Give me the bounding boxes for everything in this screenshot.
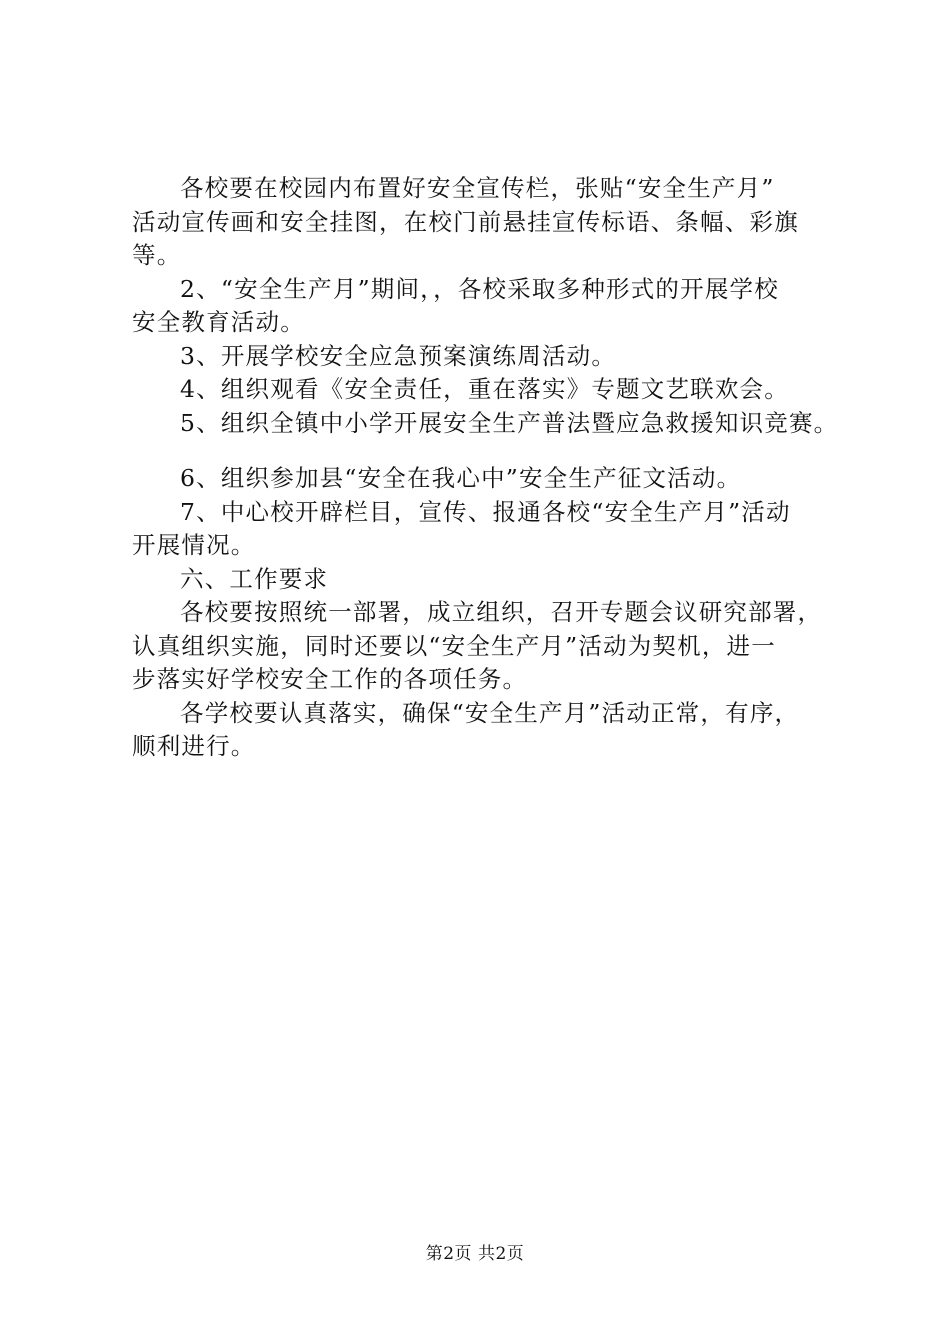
paragraph-line: 6、组织参加县“安全在我心中”安全生产征文活动。 (180, 464, 742, 492)
paragraph-line: 安全教育活动。 (132, 308, 305, 336)
paragraph-line: 4、组织观看《安全责任，重在落实》专题文艺联欢会。 (180, 375, 789, 403)
paragraph-gap (132, 440, 852, 462)
paragraph-line: 顺利进行。 (132, 732, 256, 760)
paragraph-line: 各校要按照统一部署，成立组织，召开专题会议研究部署， (180, 598, 823, 626)
paragraph-line: 5、组织全镇中小学开展安全生产普法暨应急救援知识竞赛。 (180, 408, 839, 437)
page-number-footer: 第2页 共2页 (425, 1244, 525, 1264)
paragraph-line: 7、中心校开辟栏目，宣传、报通各校“安全生产月”活动 (180, 497, 791, 526)
paragraph-line: 3、开展学校安全应急预案演练周活动。 (180, 341, 617, 370)
paragraph-line: 活动宣传画和安全挂图，在校门前悬挂宣传标语、条幅、彩旗 (132, 207, 799, 236)
paragraph-line: 等。 (132, 241, 182, 269)
document-body (132, 172, 852, 764)
paragraph-line: 各校要在校园内布置好安全宣传栏，张贴“安全生产月” (180, 174, 775, 202)
paragraph-line: 步落实好学校安全工作的各项任务。 (132, 665, 528, 693)
paragraph-line: 各学校要认真落实，确保“安全生产月”活动正常，有序， (180, 698, 800, 727)
paragraph-line: 认真组织实施，同时还要以“安全生产月”活动为契机，进一 (132, 631, 776, 660)
paragraph-line: 开展情况。 (132, 531, 256, 559)
paragraph-line: 2、“安全生产月”期间，，各校采取多种形式的开展学校 (180, 274, 779, 303)
section-heading: 六、工作要求 (180, 564, 329, 593)
